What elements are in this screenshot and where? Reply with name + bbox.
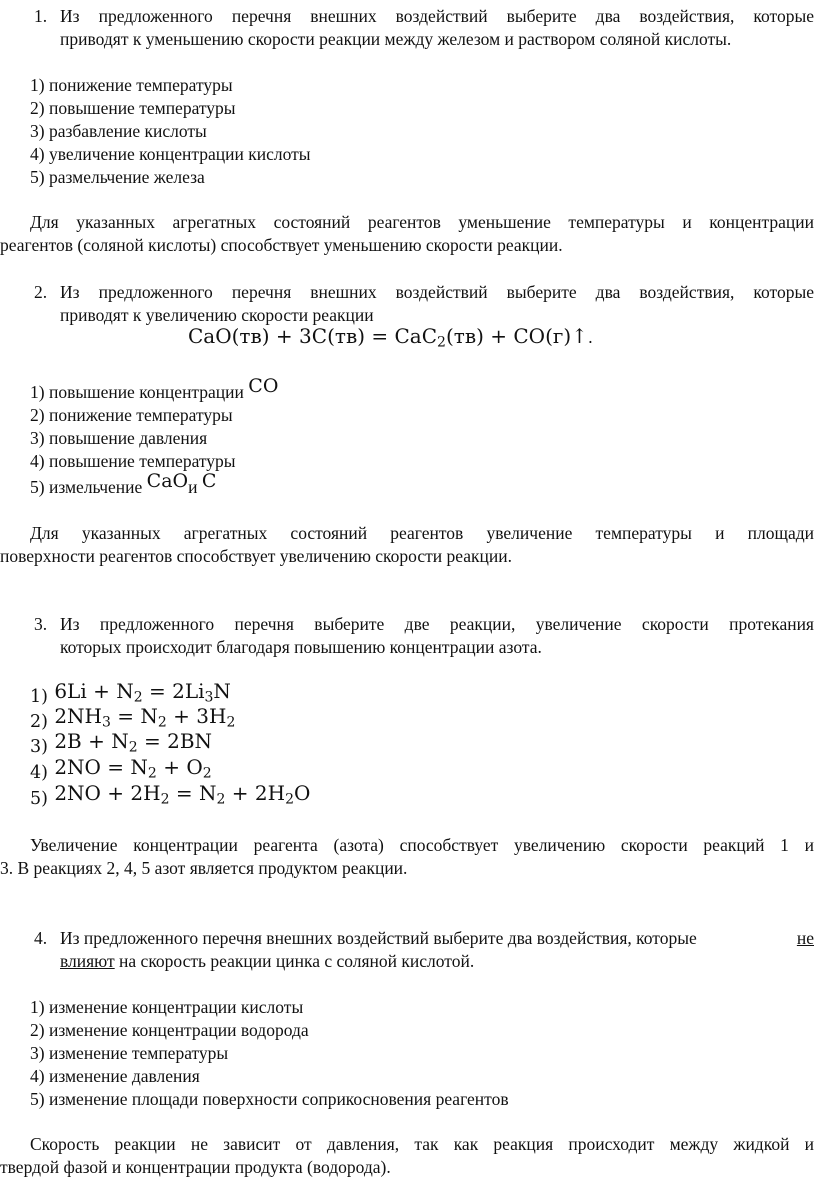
eq-dot: . [587,328,594,347]
q3-reaction-2-label: 2) [30,712,48,732]
q4-text-line1 [60,927,814,949]
q3-answer-line1: Увеличение концентрации реагента (азота) способствует увеличению скорости реакций 1 и [30,835,814,855]
formula-part: 2B + N [54,729,129,753]
q4-text-influence: влияют [60,951,115,971]
q3-reaction-1 [30,678,231,706]
q2-text-line1: Из предложенного перечня внешних воздействий выберите два воздействия, которые [60,282,814,302]
q3-reaction-4-label: 4) [30,763,48,783]
eq-cac-sub: 2 [437,334,446,351]
formula-part: = N [110,704,158,728]
q3-number: 3. [34,614,48,634]
q1-text-line1: Из предложенного перечня внешних воздействий выберите два воздействия, которые [60,6,814,26]
formula-part: + 3H [166,704,227,728]
formula-sub: 2 [128,739,138,756]
formula-sub: 2 [202,765,212,782]
formula-part: + O [156,755,203,779]
q2-number: 2. [34,282,48,302]
q4-option-4: 4) изменение давления [30,1066,200,1086]
formula-part: 6Li + N [54,679,134,703]
q4-text-line2 [60,950,474,972]
q2-equation [188,323,593,351]
formula-sub: 2 [133,689,143,706]
formula-part: 2NH [54,704,102,728]
eq-cac-state: (тв) [445,324,484,348]
q1-answer-line2: реагентов (соляной кислоты) способствует уменьшению скорости реакции. [0,235,563,255]
q1-option-5: 5) размельчение железа [30,167,205,187]
q3-reaction-5 [30,780,310,808]
eq-cao: CaO(тв) [188,324,270,348]
formula-sub: 2 [147,765,157,782]
q2-option-3: 3) повышение давления [30,428,208,448]
q4-text-not: не [796,928,814,948]
formula-sub: 3 [102,714,111,731]
q2-option-5 [30,470,217,498]
q2-answer-line2: поверхности реагентов способствует увеличению скорости реакции. [0,546,512,566]
q3-text-line1: Из предложенного перечня выберите две реакции, увеличение скорости протекания [60,614,814,634]
eq-cac: CaC [394,324,438,348]
q2-answer-line1: Для указанных агрегатных состояний реагентов увеличение температуры и площади [30,523,814,543]
eq-plus-1: + [275,324,293,348]
q1-option-3: 3) разбавление кислоты [30,121,207,141]
q1-option-1: 1) понижение температуры [30,75,233,95]
q1-number: 1. [34,6,48,26]
q4-option-2: 2) изменение концентрации водорода [30,1020,309,1040]
formula-part: = 2BN [137,729,213,753]
q2-option-5-conj: и [188,477,198,497]
formula-part: = N [169,781,217,805]
q2-text-line2: приводят к увеличению скорости реакции [60,305,374,325]
q2-option-1-text: 1) повышение концентрации [30,382,244,402]
q4-option-1: 1) изменение концентрации кислоты [30,997,304,1017]
q3-reaction-3-label: 3) [30,737,48,757]
q3-reaction-2 [30,703,235,731]
formula-part: N [213,679,231,703]
q4-option-5: 5) изменение площади поверхности соприкосновения реагентов [30,1089,509,1109]
q2-option-4: 4) повышение температуры [30,451,236,471]
eq-plus-2: + [490,324,508,348]
q3-text-line2: которых происходит благодаря повышению концентрации азота. [60,637,542,657]
q3-reaction-4 [30,754,212,782]
formula-part: + 2H [225,781,286,805]
formula-part: O [293,781,311,805]
q1-text-line2: приводят к уменьшению скорости реакции между железом и раствором соляной кислоты. [60,29,732,49]
q3-answer-line2: 3. В реакциях 2, 4, 5 азот является продуктом реакции. [0,858,408,878]
q1-answer-line1: Для указанных агрегатных состояний реагентов уменьшение температуры и концентрации [30,212,814,232]
q4-option-3: 3) изменение температуры [30,1043,229,1063]
q4-answer-line2: твердой фазой и концентрации продукта (водорода). [0,1157,391,1177]
q2-option-5-formula: CaO [146,470,189,492]
eq-3c: 3C(тв) [299,324,366,348]
formula-part: 2NO = N [54,755,148,779]
formula-part: 2NO + 2H [54,781,161,805]
q4-text-line2-rest: на скорость реакции цинка с соляной кислотой. [114,951,475,971]
eq-equals: = [371,324,389,348]
formula-sub: 2 [285,791,294,808]
formula-sub: 3 [204,689,214,706]
q2-option-2: 2) понижение температуры [30,405,233,425]
formula-sub: 2 [216,791,226,808]
q4-answer-line1: Скорость реакции не зависит от давления, так как реакция происходит между жидкой и [30,1134,814,1154]
eq-co: CO(г)↑ [513,324,588,348]
formula-sub: 2 [226,714,236,731]
q4-number: 4. [34,928,48,948]
q2-option-1 [30,375,279,403]
q1-option-2: 2) повышение температуры [30,98,236,118]
formula-sub: 2 [157,714,167,731]
q1-option-4: 4) увеличение концентрации кислоты [30,144,311,164]
formula-part: = 2Li [142,679,205,703]
formula-sub: 2 [160,791,170,808]
q3-reaction-3 [30,728,212,756]
q3-reaction-1-label: 1) [30,687,48,707]
q2-option-5-text: 5) измельчение [30,477,143,497]
q4-text-line1-main: Из предложенного перечня внешних воздействий выберите два воздействия, которые [60,928,697,948]
q2-option-5-formula2: C [201,470,217,492]
q2-option-1-formula: CO [248,375,279,397]
q3-reaction-5-label: 5) [30,789,48,809]
